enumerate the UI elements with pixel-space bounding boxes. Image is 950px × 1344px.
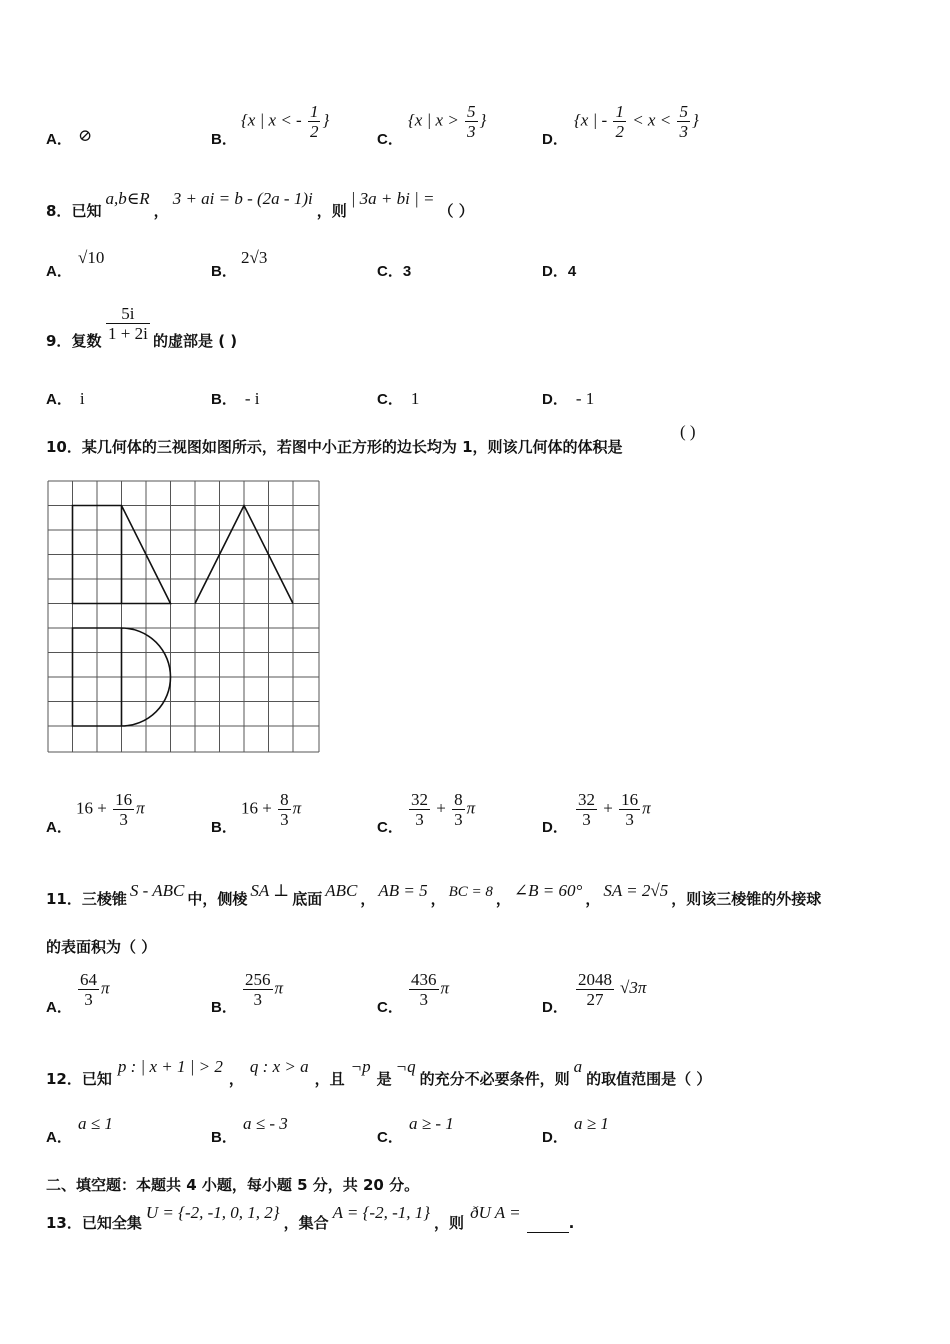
q9-option-d: D． - 1 bbox=[542, 389, 595, 408]
q9-option-b: B． - i bbox=[211, 389, 260, 408]
q9-stem: 9．复数 bbox=[46, 332, 102, 350]
q8-option-c: C．3 bbox=[377, 263, 412, 280]
empty-set-symbol: ⊘ bbox=[78, 126, 93, 145]
q10-stem: 10．某几何体的三视图如图所示，若图中小正方形的边长均为 1，则该几何体的体积是 bbox=[46, 438, 623, 456]
q11-stem: 11．三棱锥 S - ABC 中，侧棱 SA ⊥ 底面 ABC ， AB = 5 ， BC = 8 ， ∠B = 60° ， SA = 2√5 ，则该三棱锥的外接球 bbox=[46, 881, 822, 908]
q11-stem-line2: 的表面积为（ ） bbox=[46, 938, 157, 956]
q9-option-c: C． 1 bbox=[377, 389, 420, 408]
q9-stem-tail: 的虚部是 ( ) bbox=[153, 332, 238, 350]
q8-stem: 8．已知a,b∈R，3 + ai = b - (2a - 1)i，则| 3a + bi | =（ ） bbox=[46, 189, 474, 220]
q10-answer-paren: ( ) bbox=[680, 422, 696, 441]
q13-stem: 13．已知全集U = {-2, -1, 0, 1, 2}，集合A = {-2, -1, 1}，则ðU A =. bbox=[46, 1203, 575, 1232]
section-heading-fill-in: 二、填空题：本题共 4 小题，每小题 5 分，共 20 分。 bbox=[46, 1176, 420, 1194]
q8-option-d: D．4 bbox=[542, 263, 577, 280]
three-view-figure bbox=[47, 480, 321, 754]
grid-lines bbox=[48, 481, 319, 752]
q9-fraction: $\frac{5i}{1 + 2i}$ bbox=[108, 304, 148, 343]
q12-stem: 12．已知p : | x + 1 | > 2，q : x > a，且¬p是¬q的充分不必要条件，则a的取值范围是（ ） bbox=[46, 1057, 712, 1088]
q9-option-a: A． i bbox=[46, 389, 85, 408]
answer-blank[interactable] bbox=[527, 1218, 569, 1233]
